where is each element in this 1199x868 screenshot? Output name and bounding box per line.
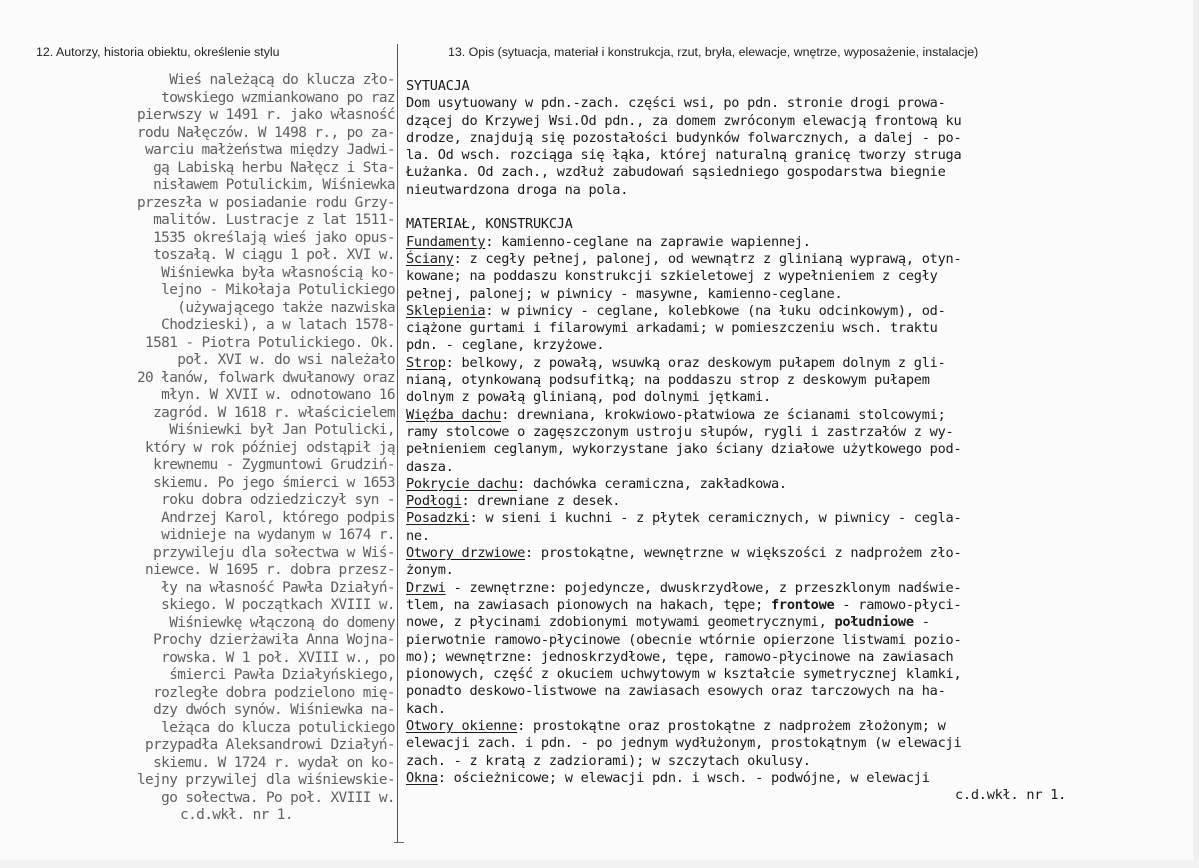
sklepienia-line: ciążone gurtami i filarowymi arkadami; w pomieszczeniu wsch. traktu — [406, 320, 938, 337]
drzwi-line: mo); wewnętrzne: jednoskrzydłowe, tępe, ramowo-płycinowe na zawiasach — [406, 648, 954, 665]
drzwi-line — [406, 614, 1151, 631]
situation-line: Łużanka. Od zach., wzdłuż zabudowań sąsiedniego gospodarstwa biegnie — [406, 164, 946, 181]
history-line: Wiśniewka była własnością ko- — [161, 264, 395, 281]
description-continued-note: c.d.wkł. nr 1. — [955, 787, 1067, 804]
wiezba-line: pełnieniem ceglanym, wykorzystane jako ściany działowe użytkowego pod- — [406, 441, 962, 458]
situation-line: la. Od wsch. rozciąga się łąka, której naturalną granicę tworzy struga — [406, 147, 962, 164]
sklepienia-text: : w piwnicy - ceglane, kolebkowe (na łuku odcinkowym), od- — [485, 302, 946, 319]
sciany-entry — [406, 251, 1151, 268]
history-line: rowska. W 1 poł. XVIII w., po — [161, 649, 395, 666]
otwory-okienne-text: : prostokątne oraz prostokątne z nadprożem złożonym; w — [517, 717, 946, 734]
okna-text: : ościeżnicowe; w elewacji pdn. i wsch. - podwójne, w elewacji — [437, 769, 930, 786]
situation-line: dzącej do Krzywej Wsi.Od pdn., za domem zwróconym elewacją frontową ku — [406, 112, 962, 129]
fundamenty-entry — [406, 234, 1151, 251]
otwory-okienne-line: zach. - z kratą z zadziorami); w szczytach okulusy. — [406, 752, 811, 769]
situation-line: nieutwardzona droga na pola. — [406, 181, 629, 198]
card-edge-right — [1193, 0, 1199, 868]
history-line: 20 łanów, folwark dwułanowy oraz — [136, 369, 395, 386]
drzwi-line-part: - ramowo-płyci- — [834, 596, 962, 613]
situation-heading: SYTUACJA — [406, 78, 470, 94]
history-line: przypadła Aleksandrowi Działyń- — [145, 737, 395, 753]
posadzki-label: Posadzki — [406, 510, 470, 527]
sciany-line: pełnej, palonej; w piwnicy - masywne, kamienno-ceglane. — [406, 285, 843, 302]
history-line: gą Labiską herbu Nałęcz i Sta- — [153, 159, 395, 176]
podlogi-label: Podłogi — [406, 493, 462, 510]
fundamenty-text: : kamienno-ceglane na zaprawie wapiennej. — [485, 233, 811, 250]
history-line: ły na własność Pawła Działyń- — [161, 579, 395, 596]
history-line: Wieś należącą do klucza zło- — [169, 72, 395, 88]
strop-label: Strop — [406, 354, 446, 371]
history-line: towskiego wzmiankowano po raz — [161, 89, 395, 106]
wiezba-label: Więźba dachu — [406, 406, 502, 423]
history-line: Wiśniewki był Jan Potulicki, — [169, 422, 395, 438]
history-line: roku dobra odziedziczył syn - — [161, 492, 395, 508]
sklepienia-line: pdn. - ceglane, krzyżowe. — [406, 337, 605, 354]
wiezba-text: : drewniana, krokwiowo-płatwiowa ze ścianami stolcowymi; — [501, 406, 946, 423]
fundamenty-label: Fundamenty — [406, 233, 486, 250]
history-line: dzy dwóch synów. Wiśniewka na- — [153, 702, 395, 718]
history-line: malitów. Lustracje z lat 1511- — [153, 212, 395, 228]
pokrycie-label: Pokrycie dachu — [406, 475, 518, 492]
history-line: lejny przywilej dla wiśniewskie- — [136, 772, 395, 788]
description-text — [406, 78, 1151, 804]
drzwi-poludniowe-bold: południowe — [834, 614, 914, 631]
drzwi-line — [406, 597, 1151, 614]
podlogi-text: : drewniane z desek. — [461, 493, 621, 510]
otwory-drzwiowe-label: Otwory drzwiowe — [406, 545, 526, 562]
history-line: rozległe dobra podzielono mię- — [153, 684, 395, 701]
podlogi-entry — [406, 493, 1151, 510]
sciany-text: : z cegły pełnej, palonej, od wewnątrz z glinianą wyprawą, otyn- — [453, 250, 962, 267]
sklepienia-label: Sklepienia — [406, 302, 486, 319]
drzwi-text: - zewnętrzne: pojedyncze, dwuskrzydłowe, z przeszklonym nadświe- — [445, 579, 962, 596]
drzwi-line-part: - — [913, 614, 930, 631]
okna-entry — [406, 770, 1151, 787]
blank-line — [406, 199, 1151, 216]
history-line: Wiśniewkę włączoną do domeny — [169, 614, 395, 631]
wiezba-line: dasza. — [406, 458, 454, 475]
posadzki-line: ne. — [406, 527, 430, 544]
history-line: widnieje na wydanym w 1674 r. — [161, 527, 395, 543]
history-line: lejno - Mikołaja Potulickiego — [161, 282, 395, 298]
strop-entry — [406, 355, 1151, 372]
strop-line: dolnym z powałą glinianą, pod dolnymi jętkami. — [406, 389, 771, 406]
history-line: Chodzieski), a w latach 1578- — [161, 317, 395, 333]
history-line: rodu Nałęczów. W 1498 r., po za- — [136, 124, 395, 141]
sciany-label: Ściany — [406, 250, 454, 267]
history-line: niewce. W 1695 r. dobra przesz- — [145, 562, 395, 578]
pokrycie-entry — [406, 476, 1151, 493]
history-line: 1535 określają wieś jako opus- — [153, 229, 395, 246]
history-line: śmierci Pawła Działyńskiego, — [169, 667, 395, 683]
history-line: młyn. W XVII w. odnotowano 16 — [161, 387, 395, 403]
otwory-okienne-line: elewacji zach. i pdn. - po jednym wydłużonym, prostokątnym (w elewacji — [406, 735, 962, 752]
history-line: 1581 - Piotra Potulickiego. Ok. — [145, 334, 395, 351]
drzwi-line-part: nowe, z płycinami zdobionymi motywami geometrycznymi, — [406, 614, 835, 631]
history-line: pierwszy w 1491 r. jako własność — [136, 107, 395, 123]
drzwi-line: ponadto deskowo-listwowe na zawiasach esowych oraz tarczowych na ha- — [406, 683, 946, 700]
strop-text: : belkowy, z powałą, wsuwką oraz deskowym pułapem dolnym z gli- — [445, 354, 946, 371]
history-line: go sołectwa. Po poł. XVIII w. — [161, 789, 395, 806]
history-line: krewnemu - Zygmuntowi Grudziń- — [153, 457, 395, 473]
otwory-okienne-entry — [406, 718, 1151, 735]
history-line: Prochy dzierżawiła Anna Wojna- — [153, 632, 395, 648]
drzwi-frontowe-bold: frontowe — [770, 596, 835, 613]
drzwi-line: pierwotnie ramowo-płycinowe (obecnie wtórnie opierzone listwami pozio- — [406, 631, 962, 648]
history-line: (używającego także nazwiska — [177, 299, 395, 316]
posadzki-text: : w sieni i kuchni - z płytek ceramicznych, w piwnicy - cegla- — [469, 510, 962, 527]
drzwi-line: pionowych, część z okuciem uchwytowym w kształcie symetrycznej klamki, — [406, 666, 962, 683]
pokrycie-text: : dachówka ceramiczna, zakładkowa. — [517, 475, 787, 492]
section-13-header: 13. Opis (sytuacja, materiał i konstrukcja, rzut, bryła, elewacje, wnętrze, wyposażenie, instalacje) — [448, 45, 979, 59]
divider-tick — [394, 842, 404, 843]
card-edge-bottom — [0, 860, 1199, 868]
history-line: warciu małżeństwa między Jadwi- — [145, 142, 395, 158]
situation-line: drodze, znajdują się pozostałości budynków folwarcznych, a dalej - po- — [406, 129, 962, 146]
history-line: przeszła w posiadanie rodu Grzy- — [136, 194, 395, 211]
otwory-okienne-label: Otwory okienne — [406, 717, 518, 734]
okna-label: Okna — [406, 769, 438, 786]
history-continued-note: c.d.wkł. nr 1. — [180, 807, 293, 823]
drzwi-label: Drzwi — [406, 579, 446, 596]
history-line: zagród. W 1618 r. właścicielem — [153, 404, 395, 421]
sklepienia-entry — [406, 303, 1151, 320]
material-heading: MATERIAŁ, KONSTRUKCJA — [406, 216, 573, 233]
posadzki-entry — [406, 510, 1151, 527]
otwory-drzwiowe-entry — [406, 545, 1151, 562]
history-line: skiemu. W 1724 r. wydał on ko- — [153, 754, 395, 771]
otwory-drzwiowe-line: żonym. — [406, 562, 454, 579]
column-divider — [397, 44, 398, 842]
history-line: przywileju dla sołectwa w Wiś- — [153, 544, 395, 561]
history-line: skiemu. Po jego śmierci w 1653 — [153, 474, 395, 491]
otwory-drzwiowe-text: : prostokątne, wewnętrzne w większości z nadprożem zło- — [525, 545, 962, 562]
drzwi-line: kach. — [406, 700, 446, 717]
history-line: poł. XVI w. do wsi należało — [177, 352, 395, 368]
history-line: nisławem Potulickim, Wiśniewka — [153, 177, 395, 193]
history-line: skiego. W początkach XVIII w. — [161, 597, 395, 613]
history-line: Andrzej Karol, którego podpis — [161, 509, 395, 526]
history-line: leżąca do klucza potulickiego — [161, 719, 395, 736]
sciany-line: kowane; na poddaszu konstrukcji szkieletowej z wypełnieniem z cegły — [406, 268, 938, 285]
history-text — [50, 72, 395, 825]
history-line: toszałą. W ciągu 1 poł. XVI w. — [153, 247, 395, 263]
section-12-header: 12. Autorzy, historia obiektu, określenie stylu — [36, 45, 280, 59]
drzwi-entry — [406, 580, 1151, 597]
strop-line: nianą, otynkowaną podsufitką; na poddaszu strop z deskowym pułapem — [406, 372, 930, 389]
drzwi-line-part: tlem, na zawiasach pionowych na hakach, tępe; — [406, 596, 771, 613]
history-line: który w rok później odstąpił ją — [145, 439, 395, 456]
wiezba-entry — [406, 407, 1151, 424]
wiezba-line: ramy stolcowe o zagęszczonym ustroju słupów, rygli i zastrzałów z wy- — [406, 423, 954, 440]
situation-line: Dom usytuowany w pdn.-zach. części wsi, po pdn. stronie drogi prowa- — [406, 95, 946, 112]
